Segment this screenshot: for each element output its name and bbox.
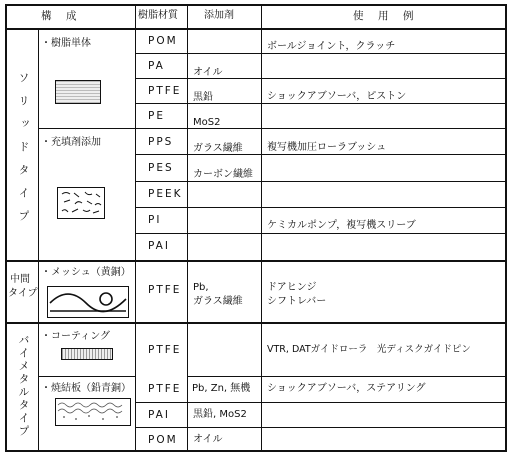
additive-rule <box>187 402 261 403</box>
sintered-particles-graphic <box>56 399 130 425</box>
resin-pe: PE <box>148 110 165 122</box>
usage-ball-joint: ボールジョイント，クラッチ <box>267 41 396 52</box>
subtype-coating: ・コーティング <box>41 331 110 342</box>
usage-rule <box>261 154 507 155</box>
resin-pom: POM <box>148 35 178 47</box>
resin-pes: PES <box>148 162 174 174</box>
type-solid: ソリッドタイプ <box>17 72 30 233</box>
header-resin: 樹脂材質 <box>138 10 178 21</box>
divider-structure-col <box>135 4 136 451</box>
usage-rule <box>261 402 507 403</box>
additive-glass-fiber: ガラス繊維 <box>193 143 243 154</box>
additive-oil-sintered: オイル <box>193 434 223 445</box>
additive-carbon-fiber: カーボン繊維 <box>193 169 253 180</box>
resin-pi: PI <box>148 214 162 226</box>
coating-illustration <box>61 348 113 360</box>
usage-shock-absorber: ショックアブソーバ，ピストン <box>267 91 407 102</box>
resin-ptfe-mesh: PTFE <box>148 284 182 296</box>
type-middle-line2: タイプ <box>8 288 38 299</box>
border-left <box>5 4 7 451</box>
header-rule <box>5 28 507 30</box>
filler-illustration <box>57 187 105 219</box>
additive-rule <box>187 376 261 377</box>
structure-rule-resin-filler <box>38 128 136 129</box>
usage-rule <box>261 207 507 208</box>
group-rule-middle-bimetal <box>5 322 507 324</box>
resin-ptfe-coating: PTFE <box>148 344 182 356</box>
usage-rule <box>261 128 507 129</box>
usage-door-hinge: ドアヒンジ <box>267 282 317 293</box>
divider-additive-col <box>261 4 262 451</box>
filler-fibers-graphic <box>58 188 104 218</box>
border-top <box>5 4 507 6</box>
resin-pa: PA <box>148 60 165 72</box>
header-additive: 添加剤 <box>204 10 234 21</box>
usage-chemical-pump: ケミカルポンプ，複写機スリーブ <box>267 220 416 231</box>
divider-resin-col <box>187 4 188 451</box>
usage-rule <box>261 181 507 182</box>
structure-rule-coating-sintered <box>38 376 136 377</box>
usage-rule <box>261 78 507 79</box>
subtype-sintered: ・焼結板（鉛青銅） <box>41 383 131 394</box>
resin-pai: PAI <box>148 240 170 252</box>
row-rule <box>135 207 261 208</box>
subtype-filler: ・充填剤添加 <box>41 137 101 148</box>
additive-rule <box>187 427 261 428</box>
usage-shift-lever: シフトレバー <box>267 296 327 307</box>
additive-pb: Pb, <box>193 282 209 293</box>
header-structure: 構 成 <box>41 10 79 22</box>
additive-mos2: MoS2 <box>193 117 221 128</box>
mesh-illustration <box>47 286 129 318</box>
resin-ptfe-sintered: PTFE <box>148 383 182 395</box>
usage-shock-steering: ショックアブソーバ，ステアリング <box>267 383 426 394</box>
usage-vtr-guide: VTR, DATガイドローラ 光ディスクガイドピン <box>267 344 471 355</box>
type-middle-line1: 中間 <box>10 274 30 285</box>
resin-ptfe: PTFE <box>148 85 182 97</box>
resin-pai-sintered: PAI <box>148 409 170 421</box>
subtype-resin-only: ・樹脂単体 <box>41 38 91 49</box>
sintered-illustration <box>55 398 131 426</box>
border-right <box>505 4 507 451</box>
resin-pps: PPS <box>148 136 174 148</box>
type-bimetal: バイメタルタイプ <box>17 334 30 438</box>
additive-graphite: 黒鉛 <box>193 92 213 103</box>
usage-rule <box>261 427 507 428</box>
additive-pb-zn-inorganic: Pb, Zn, 無機 <box>192 383 251 394</box>
usage-rule <box>261 53 507 54</box>
group-rule-solid-middle <box>5 260 507 262</box>
usage-copier-roller: 複写機加圧ローラブッシュ <box>267 142 387 153</box>
subtype-mesh: ・メッシュ（黄銅） <box>41 267 131 278</box>
usage-rule <box>261 376 507 377</box>
resin-peek: PEEK <box>148 188 183 200</box>
row-rule <box>135 181 261 182</box>
additive-graphite-mos2: 黒鉛, MoS2 <box>193 409 247 420</box>
additive-oil: オイル <box>193 67 223 78</box>
usage-rule <box>261 233 507 234</box>
row-rule <box>135 233 261 234</box>
usage-rule <box>261 103 507 104</box>
divider-type-col <box>38 28 39 451</box>
header-usage: 使 用 例 <box>353 10 416 22</box>
border-bottom <box>5 450 507 452</box>
materials-table <box>5 4 507 451</box>
mesh-weave-graphic <box>48 287 128 317</box>
resin-pom-sintered: POM <box>148 434 178 446</box>
resin-block-illustration <box>55 80 101 104</box>
additive-glass-fiber-mesh: ガラス繊維 <box>193 296 243 307</box>
row-rule <box>135 53 261 54</box>
